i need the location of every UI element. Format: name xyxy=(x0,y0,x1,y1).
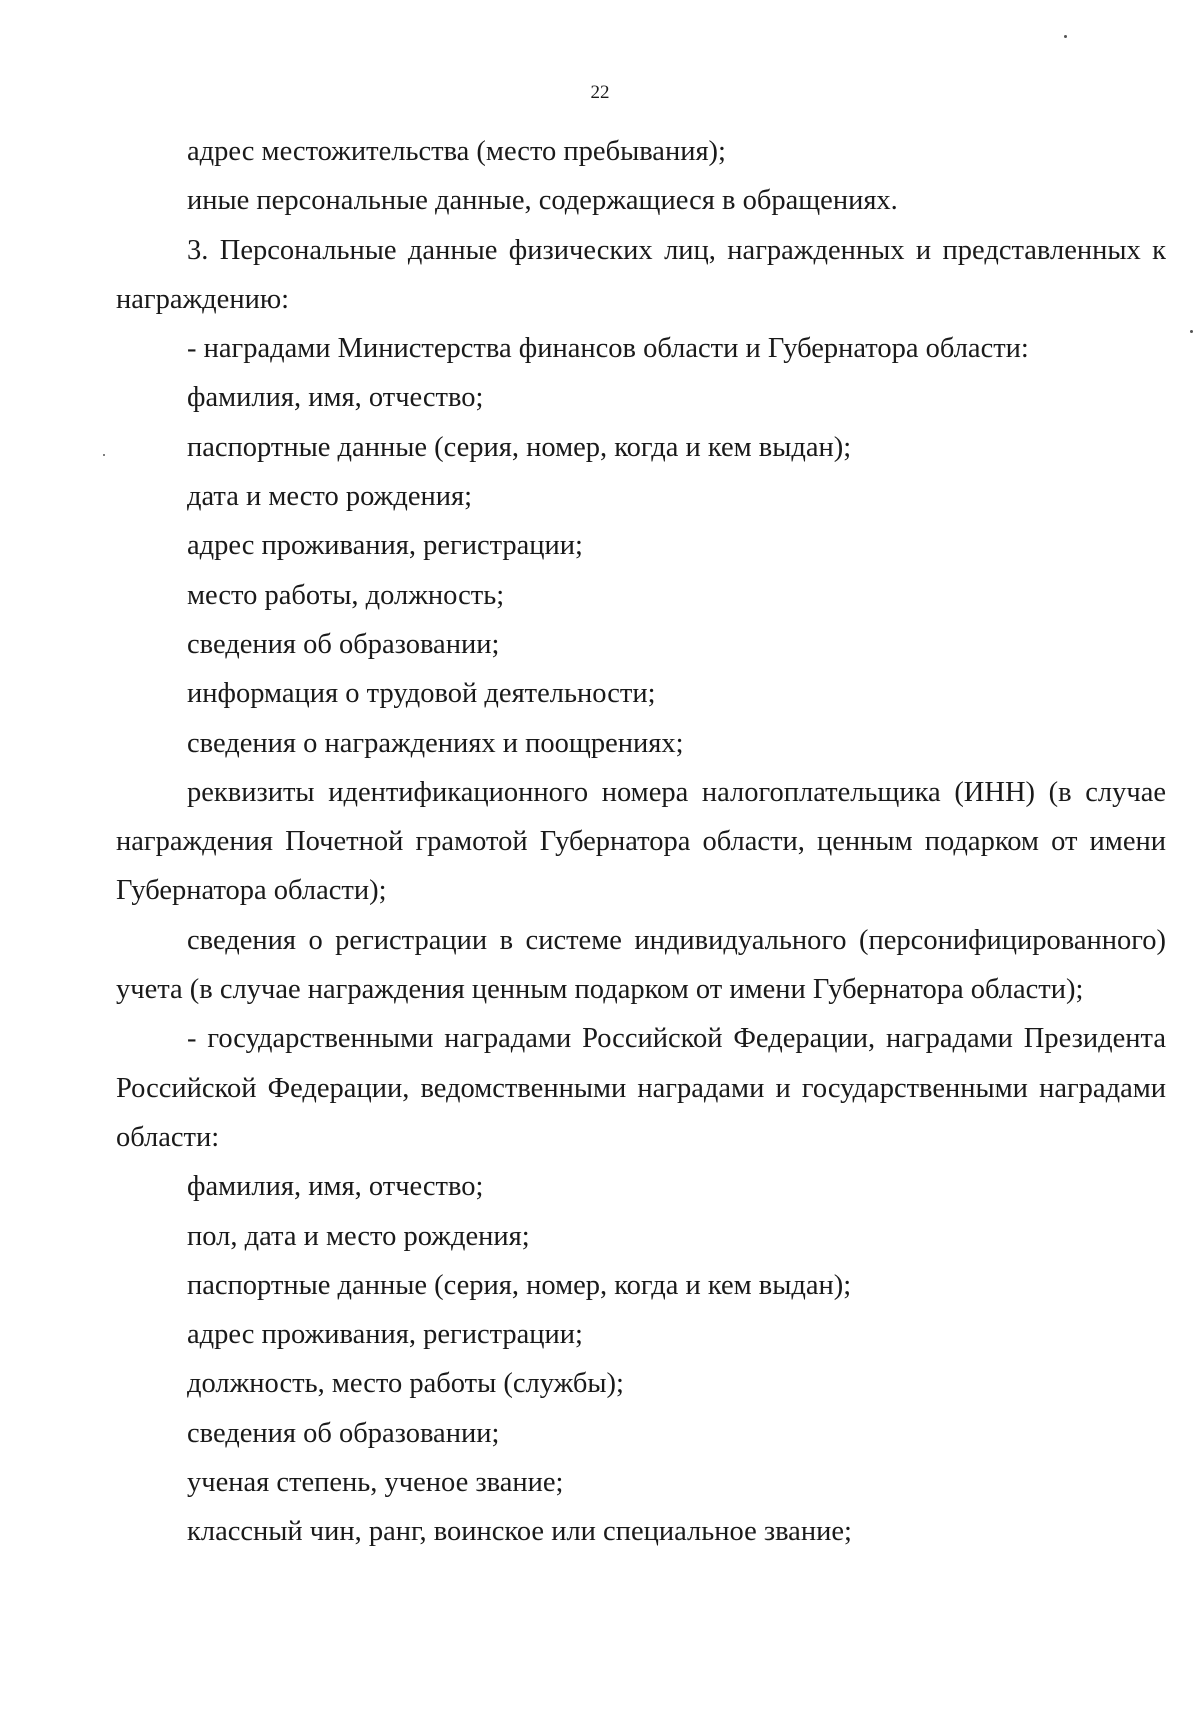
list-item-academic-degree: ученая степень, ученое звание; xyxy=(187,1467,564,1499)
list-item-passport-data: паспортные данные (серия, номер, когда и кем выдан); xyxy=(187,431,852,463)
list-item-address: адрес проживания, регистрации; xyxy=(187,530,583,562)
list-item-rank-title: классный чин, ранг, воинское или специальное звание; xyxy=(187,1516,852,1548)
list-item-workplace-position: место работы, должность; xyxy=(187,579,505,611)
list-item-education: сведения об образовании; xyxy=(187,628,500,660)
paragraph-address-residence: адрес местожительства (место пребывания); xyxy=(187,136,726,167)
paragraph-section-3-heading: 3. Персональные данные физических лиц, награжденных и представленных к награждению: xyxy=(116,234,1166,315)
list-item-address: адрес проживания, регистрации; xyxy=(187,1319,583,1351)
list-item-passport-data: паспортные данные (серия, номер, когда и кем выдан); xyxy=(187,1269,852,1301)
document-body xyxy=(116,127,1166,1557)
scan-speck xyxy=(1190,330,1193,333)
paragraph-ministry-awards: - наградами Министерства финансов области и Губернатора области: xyxy=(187,333,1029,365)
page-number: 22 xyxy=(590,82,610,103)
list-item-education: сведения об образовании; xyxy=(187,1417,500,1449)
list-item-full-name: фамилия, имя, отчество; xyxy=(187,1171,484,1203)
list-item-birth-date-place: дата и место рождения; xyxy=(187,481,473,513)
list-item-full-name: фамилия, имя, отчество; xyxy=(187,382,484,414)
list-item-position-workplace: должность, место работы (службы); xyxy=(187,1368,624,1400)
list-item-awards-info: сведения о награждениях и поощрениях; xyxy=(187,727,684,759)
scan-speck xyxy=(103,454,105,456)
paragraph-other-personal-data: иные персональные данные, содержащиеся в обращениях. xyxy=(187,185,898,217)
list-item-personified-accounting: сведения о регистрации в системе индивидуального (персонифицированного) учета (в случае награждения ценным подарком от имени Губернатора области); xyxy=(116,924,1166,1006)
list-item-inn: реквизиты идентификационного номера налогоплательщика (ИНН) (в случае награждения Почетной грамотой Губернатора области, ценным подарком от имени Губернатора области); xyxy=(116,776,1166,907)
list-item-employment-info: информация о трудовой деятельности; xyxy=(187,678,656,710)
list-item-sex-birth: пол, дата и место рождения; xyxy=(187,1220,530,1252)
paragraph-state-awards: - государственными наградами Российской Федерации, наградами Президента Российской Федерации, ведомственными наградами и государственными наградами области: xyxy=(116,1023,1166,1153)
scan-speck xyxy=(1064,35,1067,38)
